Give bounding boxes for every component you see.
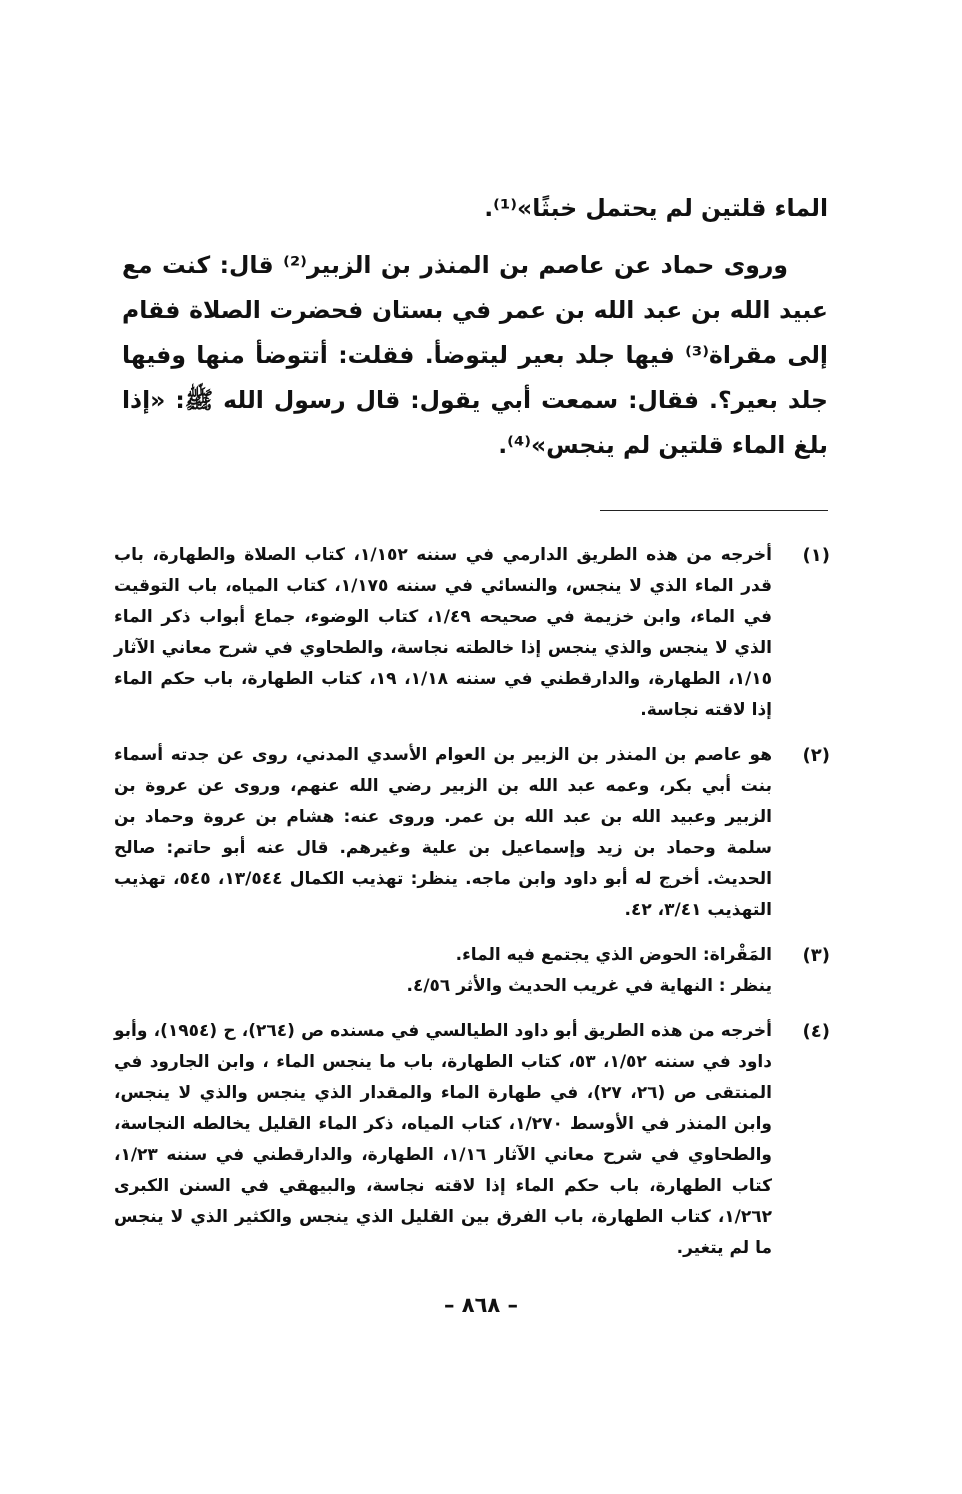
footnote-separator (600, 510, 828, 511)
footnote-number: (٣) (802, 945, 830, 966)
footnote-number: (٢) (802, 745, 830, 766)
main-line-1: الماء قلتين لم يحتمل خبثًا»⁽¹⁾. (484, 194, 828, 222)
footnotes (114, 540, 830, 1278)
footnote-line: المَقْراة: الحوض الذي يجتمع فيه الماء. (455, 945, 772, 965)
footnote-line: ينظر : النهاية في غريب الحديث والأثر ٤/٥٦. (406, 976, 772, 996)
footnote-number: (١) (802, 545, 830, 566)
footnote-3 (114, 940, 830, 1002)
footnote-1 (114, 540, 830, 726)
footnote-text: أخرجه من هذه الطريق الدارمي في سننه ١/١٥٢، كتاب الصلاة والطهارة، باب قدر الماء الذي لا ينجس، والنسائي في سننه ١/١٧٥، كتاب المياه، باب التوقيت في الماء، وابن خزيمة في صحيحه ١/٤٩، كتاب الوضوء، جماع أبواب ذكر الماء الذي لا ينجس والذي ينجس إذا خالطته نجاسة، والطحاوي في شرح معاني الآثار ١/١٥، الطهارة، والدارقطني في سننه ١/١٨، ١٩، كتاب الطهارة، باب حكم الماء إذا لاقته نجاسة. (114, 545, 773, 720)
main-paragraph-2-end: سمعت أبي يقول: قال رسول الله ﷺ: «إذا بلغ الماء قلتين لم ينجس»⁽⁴⁾. (122, 386, 828, 459)
footnote-4 (114, 1016, 830, 1264)
main-paragraph-2-lead: فقال: (628, 386, 700, 414)
footnote-2 (114, 740, 830, 926)
page-number: – ٨٦٨ – (443, 1293, 519, 1317)
main-text (122, 186, 828, 468)
footnote-text: أخرجه من هذه الطريق أبو داود الطيالسي في مسنده ص (٢٦٤)، ح (١٩٥٤)، وأبو داود في سننه ١/٥٢، ٥٣، كتاب الطهارة، باب ما ينجس الماء ، وابن الجارود في المنتقى ص (٢٦، ٢٧)، في طهارة الماء والمقدار الذي ينجس والذي لا ينجس، وابن المنذر في الأوسط ١/٢٧٠، كتاب المياه، ذكر الماء القليل يخالطه النجاسة، والطحاوي في شرح معاني الآثار ١/١٦، الطهارة، والدارقطني في سننه ١/٢٣، كتاب الطهارة، باب حكم الماء إذا لاقته نجاسة، والبيهقي في السنن الكبرى ١/٢٦٢، كتاب الطهارة، باب الفرق بين القليل الذي ينجس والكثير الذي لا ينجس ما لم يتغير. (114, 1021, 772, 1258)
footnote-text (114, 940, 772, 1002)
footnote-number: (٤) (802, 1021, 830, 1042)
main-paragraph-2-text: وروى حماد عن عاصم بن المنذر بن الزبير⁽²⁾ قال: كنت مع عبيد الله بن عبد الله بن عمر في بستان فحضرت الصلاة فقام إلى مقراة⁽³⁾ فيها جلد بعير ليتوضأ. فقلت: أتتوضأ منها وفيها جلد بعير؟. (122, 251, 828, 414)
main-paragraph-2 (122, 243, 828, 468)
footnote-text: هو عاصم بن المنذر بن الزبير بن العوام الأسدي المدني، روى عن جدته أسماء بنت أبي بكر، وعمه عبد الله بن الزبير رضي الله عنهم، وروى عن عروة بن الزبير وعبيد الله بن عبد الله بن عمر. وروى عنه: هشام بن عروة وحماد بن سلمة وحماد بن زيد وإسماعيل بن علية وغيرهم. قال عنه أبو حاتم: صالح الحديث. أخرج له أبو داود وابن ماجه. ينظر: تهذيب الكمال ١٣/٥٤٤، ٥٤٥، تهذيب التهذيب ٣/٤١، ٤٢. (114, 745, 772, 920)
